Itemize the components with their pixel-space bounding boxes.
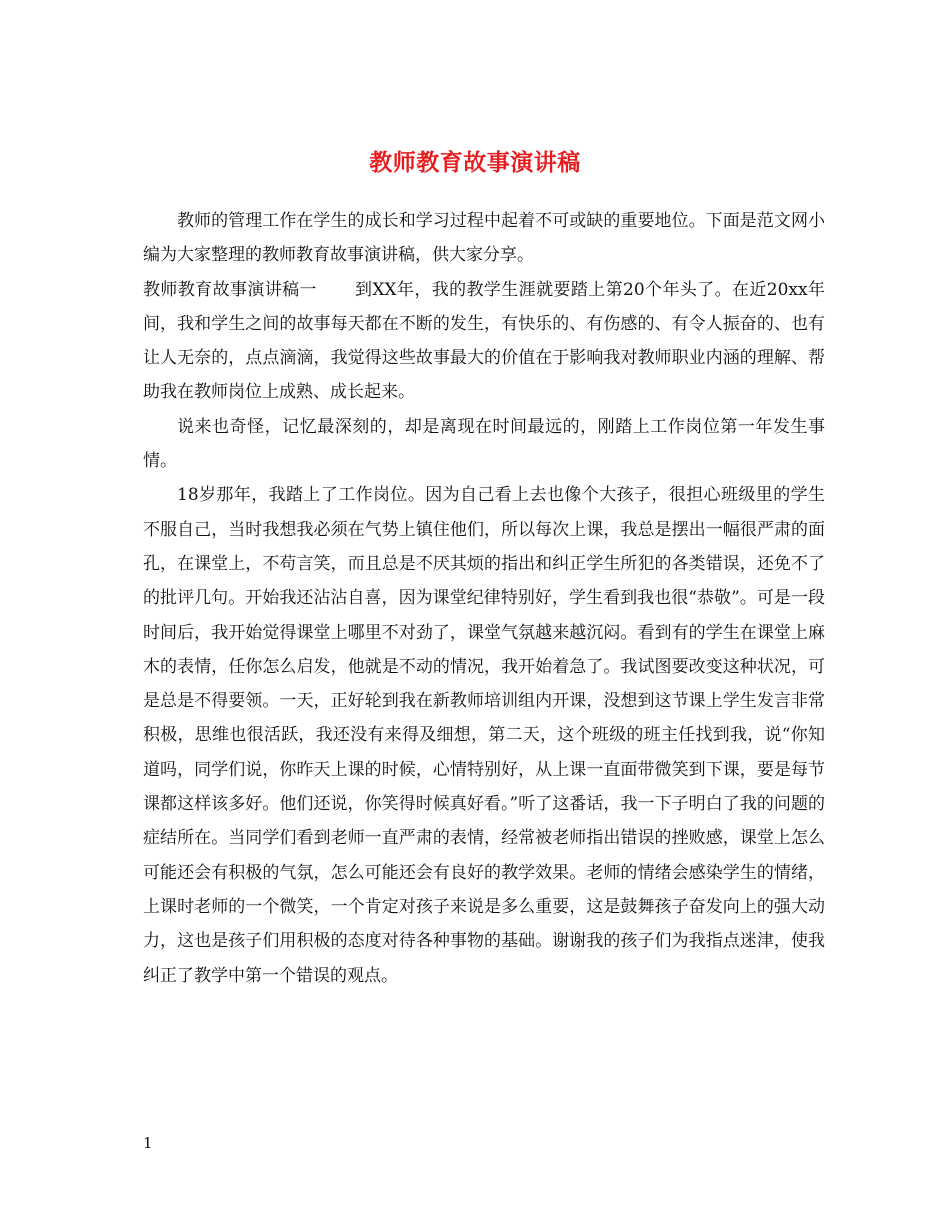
section-heading: 教师教育故事演讲稿一 [143, 279, 317, 300]
section-paragraph-2: 说来也奇怪，记忆最深刻的，却是离现在时间最远的，刚踏上工作岗位第一年发生事情。 [143, 416, 825, 472]
section-paragraph-1 [143, 273, 825, 410]
document-body [143, 204, 825, 993]
section-paragraph-3: 18岁那年，我踏上了工作岗位。因为自己看上去也像个大孩子，很担心班级里的学生不服自己，当时我想我必须在气势上镇住他们，所以每次上课，我总是摆出一幅很严肃的面孔，在课堂上，不苟言笑，而且总是不厌其烦的指出和纠正学生所犯的各类错误，还免不了的批评几句。开始我还沾沾自喜，因为课堂纪律特别好，学生看到我也很“恭敬”。可是一段时间后，我开始觉得课堂上哪里不对劲了，课堂气氛越来越沉闷。看到有的学生在课堂上麻木的表情，任你怎么启发，他就是不动的情况，我开始着急了。我试图要改变这种状况，可是总是不得要领。一天，正好轮到我在新教师培训组内开课，没想到这节课上学生发言非常积极，思维也很活跃，我还没有来得及细想，第二天，这个班级的班主任找到我，说“你知道吗，同学们说，你昨天上课的时候，心情特别好，从上课一直面带微笑到下课，要是每节课都这样该多好。他们还说，你笑得时候真好看。”听了这番话，我一下子明白了我的问题的症结所在。当同学们看到老师一直严肃的表情，经常被老师指出错误的挫败感，课堂上怎么可能还会有积极的气氛，怎么可能还会有良好的教学效果。老师的情绪会感染学生的情绪，上课时老师的一个微笑，一个肯定对孩子来说是多么重要，这是鼓舞孩子奋发向上的强大动力，这也是孩子们用积极的态度对待各种事物的基础。谢谢我的孩子们为我指点迷津，使我纠正了教学中第一个错误的观点。 [143, 485, 825, 986]
page-number: 1 [143, 1134, 153, 1152]
document-title: 教师教育故事演讲稿 [369, 149, 581, 177]
paragraph-text: 到XX年，我的教学生涯就要踏上第20个年头了。在近20xx年间，我和学生之间的故事每天都在不断的发生，有快乐的、有伤感的、有令人振奋的、也有让人无奈的，点点滴滴，我觉得这些故事最大的价值在于影响我对教师职业内涵的理解、帮助我在教师岗位上成熟、成长起来。 [143, 279, 825, 403]
intro-paragraph: 教师的管理工作在学生的成长和学习过程中起着不可或缺的重要地位。下面是范文网小编为大家整理的教师教育故事演讲稿，供大家分享。 [143, 211, 825, 266]
